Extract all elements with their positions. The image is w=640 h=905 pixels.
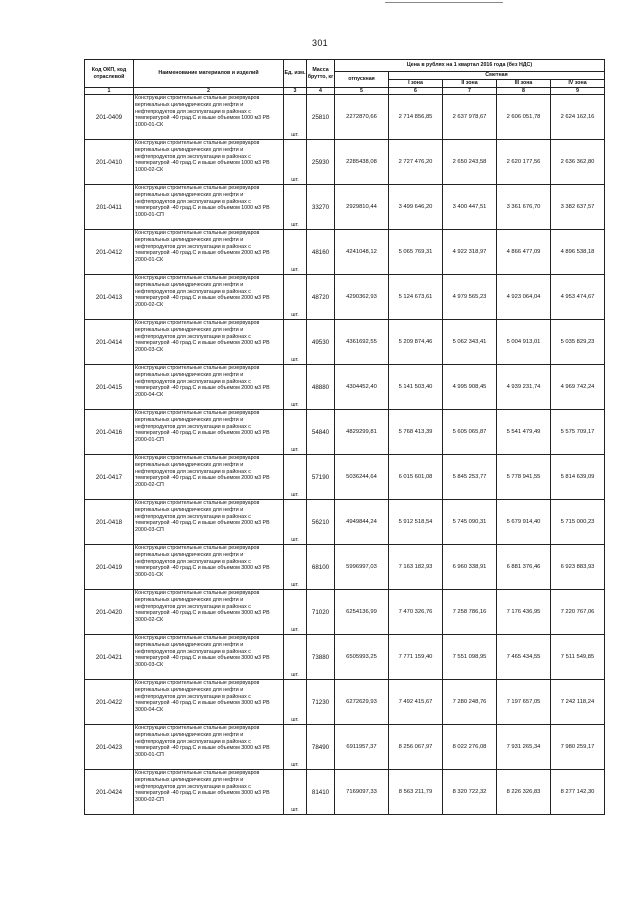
item-price-zone-4: 7 511 549,85 xyxy=(551,635,605,680)
item-description xyxy=(134,680,284,725)
item-unit: шт. xyxy=(284,365,307,410)
item-release-price: 4304452,40 xyxy=(335,365,389,410)
table-row xyxy=(85,680,605,725)
table-row xyxy=(85,500,605,545)
item-price-zone-4: 5 814 639,09 xyxy=(551,455,605,500)
item-description xyxy=(134,365,284,410)
item-code: 201-0415 xyxy=(85,365,134,410)
table-row xyxy=(85,95,605,140)
item-price-zone-4: 4 896 538,18 xyxy=(551,230,605,275)
table-row xyxy=(85,275,605,320)
item-price-zone-2: 5 745 090,31 xyxy=(443,500,497,545)
item-price-zone-2: 4 922 318,97 xyxy=(443,230,497,275)
item-price-zone-1: 2 714 856,85 xyxy=(389,95,443,140)
item-price-zone-1: 7 492 415,67 xyxy=(389,680,443,725)
table-row xyxy=(85,770,605,815)
item-price-zone-4: 6 923 883,93 xyxy=(551,545,605,590)
item-unit: шт. xyxy=(284,410,307,455)
item-code: 201-0421 xyxy=(85,635,134,680)
item-mass: 33270 xyxy=(307,185,335,230)
item-price-zone-1: 5 141 503,40 xyxy=(389,365,443,410)
header-name: Наименование материалов и изделий xyxy=(134,60,284,88)
item-code: 201-0418 xyxy=(85,500,134,545)
item-price-zone-4: 4 969 742,24 xyxy=(551,365,605,410)
column-number: 6 xyxy=(389,88,443,95)
header-zone-3: III зона xyxy=(497,80,551,88)
item-price-zone-3: 7 465 434,55 xyxy=(497,635,551,680)
item-code: 201-0419 xyxy=(85,545,134,590)
item-release-price: 6911957,37 xyxy=(335,725,389,770)
item-mass: 71230 xyxy=(307,680,335,725)
item-code: 201-0417 xyxy=(85,455,134,500)
table-row xyxy=(85,365,605,410)
item-description xyxy=(134,770,284,815)
item-description xyxy=(134,95,284,140)
item-description xyxy=(134,725,284,770)
item-unit: шт. xyxy=(284,500,307,545)
item-release-price: 4290362,93 xyxy=(335,275,389,320)
item-mass: 48160 xyxy=(307,230,335,275)
item-description-text: Конструкции строительные стальные резервуаров вертикальных цилиндрических для нефти и нефтепродуктов для эксплуатации в районах с температурой -40 град.С и выше объемом 3000 м3 РВ 3000-02-СП xyxy=(135,770,270,804)
item-code: 201-0414 xyxy=(85,320,134,365)
item-mass: 57190 xyxy=(307,455,335,500)
table-row xyxy=(85,185,605,230)
table-row xyxy=(85,320,605,365)
item-price-zone-4: 7 980 259,17 xyxy=(551,725,605,770)
item-description-text: Конструкции строительные стальные резервуаров вертикальных цилиндрических для нефти и нефтепродуктов для эксплуатации в районах с температурой -40 град.С и выше объемом 2000 м3 РВ 2000-03-СК xyxy=(135,320,270,354)
item-price-zone-1: 8 563 211,79 xyxy=(389,770,443,815)
item-price-zone-3: 7 931 265,34 xyxy=(497,725,551,770)
item-description-text: Конструкции строительные стальные резервуаров вертикальных цилиндрических для нефти и нефтепродуктов для эксплуатации в районах с температурой -40 град.С и выше объемом 1000 м3 РВ 1000-01-СП xyxy=(135,185,270,219)
column-number: 3 xyxy=(284,88,307,95)
item-price-zone-3: 6 881 376,46 xyxy=(497,545,551,590)
table-row xyxy=(85,410,605,455)
item-mass: 54840 xyxy=(307,410,335,455)
item-release-price: 7169097,33 xyxy=(335,770,389,815)
item-code: 201-0416 xyxy=(85,410,134,455)
item-price-zone-3: 4 866 477,09 xyxy=(497,230,551,275)
item-price-zone-2: 2 650 243,58 xyxy=(443,140,497,185)
item-price-zone-2: 7 551 098,95 xyxy=(443,635,497,680)
item-description xyxy=(134,275,284,320)
table-body xyxy=(85,95,605,815)
table-row xyxy=(85,635,605,680)
item-unit: шт. xyxy=(284,230,307,275)
item-description xyxy=(134,455,284,500)
item-description xyxy=(134,140,284,185)
item-price-zone-4: 5 035 829,23 xyxy=(551,320,605,365)
item-price-zone-1: 7 163 182,93 xyxy=(389,545,443,590)
item-description-text: Конструкции строительные стальные резервуаров вертикальных цилиндрических для нефти и нефтепродуктов для эксплуатации в районах с температурой -40 град.С и выше объемом 1000 м3 РВ 1000-02-СК xyxy=(135,140,270,174)
item-code: 201-0411 xyxy=(85,185,134,230)
item-code: 201-0412 xyxy=(85,230,134,275)
item-unit: шт. xyxy=(284,770,307,815)
item-description xyxy=(134,590,284,635)
column-number: 9 xyxy=(551,88,605,95)
item-release-price: 2272870,66 xyxy=(335,95,389,140)
item-release-price: 4829299,81 xyxy=(335,410,389,455)
item-release-price: 6272629,93 xyxy=(335,680,389,725)
item-price-zone-3: 5 679 914,40 xyxy=(497,500,551,545)
item-mass: 49530 xyxy=(307,320,335,365)
item-mass: 68100 xyxy=(307,545,335,590)
header-price-group: Цена в рублях на 1 квартал 2016 года (без НДС) xyxy=(335,60,605,72)
item-release-price: 5036244,64 xyxy=(335,455,389,500)
item-price-zone-1: 5 768 413,39 xyxy=(389,410,443,455)
item-description-text: Конструкции строительные стальные резервуаров вертикальных цилиндрических для нефти и нефтепродуктов для эксплуатации в районах с температурой -40 град.С и выше объемом 2000 м3 РВ 2000-04-СК xyxy=(135,365,270,399)
item-price-zone-2: 5 062 343,41 xyxy=(443,320,497,365)
item-description xyxy=(134,230,284,275)
price-table xyxy=(84,59,605,815)
item-price-zone-3: 4 939 231,74 xyxy=(497,365,551,410)
item-price-zone-3: 3 361 676,70 xyxy=(497,185,551,230)
header-mass: Масса брутто, кг xyxy=(307,60,335,88)
item-description xyxy=(134,320,284,365)
column-number: 1 xyxy=(85,88,134,95)
header-unit: Ед. изм. xyxy=(284,60,307,88)
item-release-price: 4361692,55 xyxy=(335,320,389,365)
column-number: 5 xyxy=(335,88,389,95)
item-unit: шт. xyxy=(284,140,307,185)
item-price-zone-1: 7 771 159,40 xyxy=(389,635,443,680)
table-row xyxy=(85,545,605,590)
item-code: 201-0410 xyxy=(85,140,134,185)
item-price-zone-1: 2 727 476,20 xyxy=(389,140,443,185)
item-price-zone-3: 8 226 326,83 xyxy=(497,770,551,815)
column-number: 4 xyxy=(307,88,335,95)
header-zone-4: IV зона xyxy=(551,80,605,88)
header-zone-2: II зона xyxy=(443,80,497,88)
item-price-zone-3: 5 541 479,49 xyxy=(497,410,551,455)
item-price-zone-1: 5 065 769,31 xyxy=(389,230,443,275)
item-description xyxy=(134,185,284,230)
item-unit: шт. xyxy=(284,455,307,500)
page-number: 301 xyxy=(312,38,328,48)
item-price-zone-3: 4 923 064,04 xyxy=(497,275,551,320)
table-row xyxy=(85,230,605,275)
item-code: 201-0420 xyxy=(85,590,134,635)
item-price-zone-3: 5 778 941,55 xyxy=(497,455,551,500)
item-release-price: 2285438,08 xyxy=(335,140,389,185)
item-unit: шт. xyxy=(284,545,307,590)
item-mass: 71020 xyxy=(307,590,335,635)
item-price-zone-2: 5 605 065,87 xyxy=(443,410,497,455)
item-price-zone-4: 3 382 637,57 xyxy=(551,185,605,230)
item-mass: 78490 xyxy=(307,725,335,770)
item-description-text: Конструкции строительные стальные резервуаров вертикальных цилиндрических для нефти и нефтепродуктов для эксплуатации в районах с температурой -40 град.С и выше объемом 3000 м3 РВ 3000-02-СК xyxy=(135,590,270,624)
item-unit: шт. xyxy=(284,635,307,680)
item-description-text: Конструкции строительные стальные резервуаров вертикальных цилиндрических для нефти и нефтепродуктов для эксплуатации в районах с температурой -40 град.С и выше объемом 1000 м3 РВ 1000-01-СК xyxy=(135,95,270,129)
table-row xyxy=(85,455,605,500)
item-mass: 25810 xyxy=(307,95,335,140)
item-price-zone-2: 8 022 276,08 xyxy=(443,725,497,770)
column-number: 7 xyxy=(443,88,497,95)
item-price-zone-1: 6 015 601,08 xyxy=(389,455,443,500)
item-price-zone-3: 2 620 177,56 xyxy=(497,140,551,185)
item-price-zone-2: 2 637 978,67 xyxy=(443,95,497,140)
item-price-zone-4: 7 220 767,06 xyxy=(551,590,605,635)
item-description-text: Конструкции строительные стальные резервуаров вертикальных цилиндрических для нефти и нефтепродуктов для эксплуатации в районах с температурой -40 град.С и выше объемом 2000 м3 РВ 2000-03-СП xyxy=(135,500,270,534)
item-mass: 56210 xyxy=(307,500,335,545)
item-release-price: 6254136,99 xyxy=(335,590,389,635)
item-price-zone-2: 4 979 565,23 xyxy=(443,275,497,320)
item-description-text: Конструкции строительные стальные резервуаров вертикальных цилиндрических для нефти и нефтепродуктов для эксплуатации в районах с температурой -40 град.С и выше объемом 2000 м3 РВ 2000-02-СК xyxy=(135,275,270,309)
item-price-zone-2: 5 845 253,77 xyxy=(443,455,497,500)
item-unit: шт. xyxy=(284,185,307,230)
table-row xyxy=(85,140,605,185)
header-zone-1: I зона xyxy=(389,80,443,88)
top-rule xyxy=(385,2,503,3)
item-description-text: Конструкции строительные стальные резервуаров вертикальных цилиндрических для нефти и нефтепродуктов для эксплуатации в районах с температурой -40 град.С и выше объемом 2000 м3 РВ 2000-01-СП xyxy=(135,410,270,444)
item-price-zone-4: 5 715 000,23 xyxy=(551,500,605,545)
column-number: 2 xyxy=(134,88,284,95)
item-release-price: 4241048,12 xyxy=(335,230,389,275)
item-release-price: 4949844,24 xyxy=(335,500,389,545)
item-code: 201-0424 xyxy=(85,770,134,815)
item-release-price: 5996997,03 xyxy=(335,545,389,590)
item-description-text: Конструкции строительные стальные резервуаров вертикальных цилиндрических для нефти и нефтепродуктов для эксплуатации в районах с температурой -40 град.С и выше объемом 2000 м3 РВ 2000-01-СК xyxy=(135,230,270,264)
header-release-price: отпускная xyxy=(335,72,389,88)
item-price-zone-3: 2 606 051,78 xyxy=(497,95,551,140)
item-price-zone-3: 5 004 913,01 xyxy=(497,320,551,365)
item-price-zone-4: 8 277 142,30 xyxy=(551,770,605,815)
item-price-zone-3: 7 176 436,95 xyxy=(497,590,551,635)
item-unit: шт. xyxy=(284,725,307,770)
item-description xyxy=(134,635,284,680)
item-price-zone-4: 2 624 162,16 xyxy=(551,95,605,140)
item-price-zone-4: 7 242 118,24 xyxy=(551,680,605,725)
item-description-text: Конструкции строительные стальные резервуаров вертикальных цилиндрических для нефти и нефтепродуктов для эксплуатации в районах с температурой -40 град.С и выше объемом 3000 м3 РВ 3000-01-СП xyxy=(135,725,270,759)
item-price-zone-1: 5 124 673,61 xyxy=(389,275,443,320)
item-description-text: Конструкции строительные стальные резервуаров вертикальных цилиндрических для нефти и нефтепродуктов для эксплуатации в районах с температурой -40 град.С и выше объемом 3000 м3 РВ 3000-01-СК xyxy=(135,545,270,579)
table-row xyxy=(85,590,605,635)
item-description-text: Конструкции строительные стальные резервуаров вертикальных цилиндрических для нефти и нефтепродуктов для эксплуатации в районах с температурой -40 град.С и выше объемом 2000 м3 РВ 2000-02-СП xyxy=(135,455,270,489)
item-price-zone-4: 5 575 709,17 xyxy=(551,410,605,455)
item-mass: 48880 xyxy=(307,365,335,410)
item-mass: 25930 xyxy=(307,140,335,185)
column-number: 8 xyxy=(497,88,551,95)
item-price-zone-2: 8 320 722,32 xyxy=(443,770,497,815)
item-price-zone-4: 4 953 474,67 xyxy=(551,275,605,320)
item-price-zone-1: 8 256 067,97 xyxy=(389,725,443,770)
item-price-zone-1: 7 470 326,76 xyxy=(389,590,443,635)
item-description-text: Конструкции строительные стальные резервуаров вертикальных цилиндрических для нефти и нефтепродуктов для эксплуатации в районах с температурой -40 град.С и выше объемом 3000 м3 РВ 3000-04-СК xyxy=(135,680,270,714)
item-price-zone-4: 2 636 362,80 xyxy=(551,140,605,185)
column-number-row xyxy=(85,88,605,95)
item-price-zone-2: 7 280 248,76 xyxy=(443,680,497,725)
item-price-zone-2: 4 995 908,45 xyxy=(443,365,497,410)
item-unit: шт. xyxy=(284,590,307,635)
item-price-zone-1: 5 912 518,54 xyxy=(389,500,443,545)
item-mass: 73880 xyxy=(307,635,335,680)
item-price-zone-1: 3 499 646,20 xyxy=(389,185,443,230)
item-price-zone-3: 7 197 657,05 xyxy=(497,680,551,725)
item-price-zone-2: 6 960 338,91 xyxy=(443,545,497,590)
item-code: 201-0422 xyxy=(85,680,134,725)
item-price-zone-2: 7 258 786,16 xyxy=(443,590,497,635)
item-code: 201-0413 xyxy=(85,275,134,320)
item-price-zone-2: 3 400 447,51 xyxy=(443,185,497,230)
item-unit: шт. xyxy=(284,275,307,320)
item-description xyxy=(134,500,284,545)
item-description xyxy=(134,410,284,455)
item-code: 201-0423 xyxy=(85,725,134,770)
item-release-price: 2929810,44 xyxy=(335,185,389,230)
item-description-text: Конструкции строительные стальные резервуаров вертикальных цилиндрических для нефти и нефтепродуктов для эксплуатации в районах с температурой -40 град.С и выше объемом 3000 м3 РВ 3000-03-СК xyxy=(135,635,270,669)
item-mass: 81410 xyxy=(307,770,335,815)
item-unit: шт. xyxy=(284,320,307,365)
item-price-zone-1: 5 209 874,46 xyxy=(389,320,443,365)
item-release-price: 6505993,25 xyxy=(335,635,389,680)
item-mass: 48720 xyxy=(307,275,335,320)
table-row xyxy=(85,725,605,770)
item-description xyxy=(134,545,284,590)
item-code: 201-0409 xyxy=(85,95,134,140)
header-code: Код ОКП, код отраслевой xyxy=(85,60,134,88)
item-unit: шт. xyxy=(284,95,307,140)
header-estimate: Сметная xyxy=(389,72,605,80)
item-unit: шт. xyxy=(284,680,307,725)
